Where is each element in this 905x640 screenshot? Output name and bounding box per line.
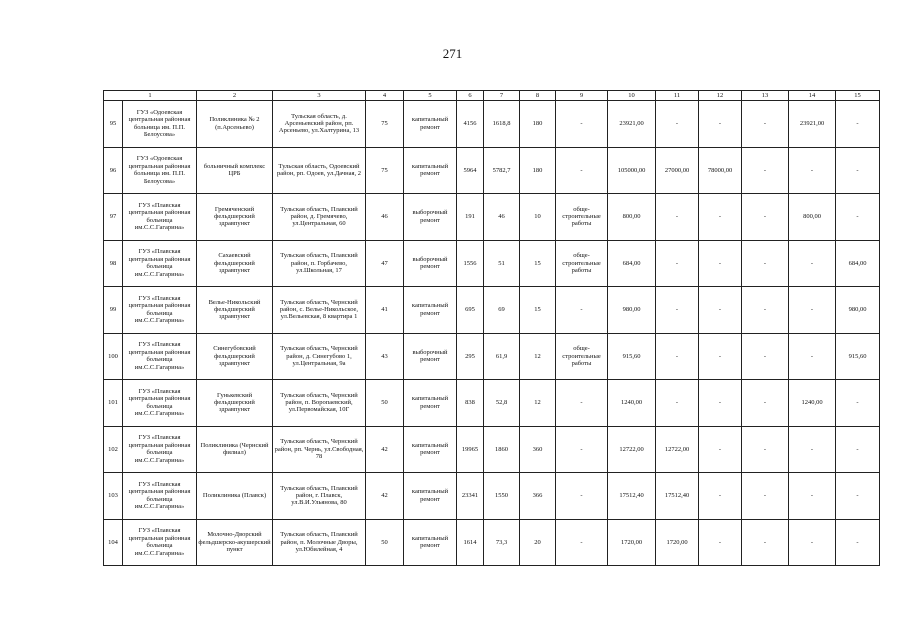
cell-total-cost: 980,00 (608, 287, 656, 334)
cell-work-type: - (556, 473, 608, 520)
column-header-12: 12 (699, 91, 742, 101)
column-header-14: 14 (789, 91, 836, 101)
cell-cost-col-13: - (742, 333, 789, 380)
cell-capacity: 180 (520, 147, 556, 194)
cell-cost-col-14: 800,00 (789, 194, 836, 241)
cell-capacity: 20 (520, 519, 556, 566)
cell-repair-type: капитальный ремонт (404, 101, 457, 148)
cell-cost-col-11: 17512,40 (656, 473, 699, 520)
cell-institution: ГУЗ «Плавская центральная районная больница им.С.С.Гагарина» (123, 333, 197, 380)
cell-wear-percent: 75 (366, 147, 404, 194)
cell-facility-name: Поликлиника (Плавск) (197, 473, 273, 520)
column-header-5: 5 (404, 91, 457, 101)
cell-cost-col-13: - (742, 147, 789, 194)
cell-address: Тульская область, Плавский район, п. Молочные Дворы, ул.Юбилейная, 4 (273, 519, 366, 566)
table-row (104, 380, 880, 427)
cell-facility-name: Поликлиника № 2 (п.Арсеньево) (197, 101, 273, 148)
column-header-6: 6 (457, 91, 484, 101)
cell-wear-percent: 47 (366, 240, 404, 287)
cell-facility-name: Молочно-Дворский фельдшерско-акушерский пункт (197, 519, 273, 566)
cell-facility-name: больничный комплекс ЦРБ (197, 147, 273, 194)
cell-wear-percent: 42 (366, 473, 404, 520)
table-row (104, 287, 880, 334)
cell-volume: 695 (457, 287, 484, 334)
cell-area: 51 (484, 240, 520, 287)
page-number: 271 (442, 46, 463, 61)
cell-work-type: - (556, 147, 608, 194)
cell-facility-name: Сахаевский фельдшерский здравпункт (197, 240, 273, 287)
cell-row-number: 102 (104, 426, 123, 473)
header-row (104, 91, 880, 101)
cell-cost-col-15: - (836, 194, 880, 241)
cell-cost-col-11: - (656, 287, 699, 334)
cell-capacity: 15 (520, 287, 556, 334)
cell-cost-col-14: - (789, 240, 836, 287)
cell-cost-col-13: - (742, 426, 789, 473)
column-header-9: 9 (556, 91, 608, 101)
table-row (104, 147, 880, 194)
cell-row-number: 98 (104, 240, 123, 287)
cell-area: 69 (484, 287, 520, 334)
cell-volume: 191 (457, 194, 484, 241)
cell-cost-col-14: 23921,00 (789, 101, 836, 148)
cell-cost-col-14: - (789, 147, 836, 194)
cell-volume: 838 (457, 380, 484, 427)
cell-facility-name: Синегубовский фельдшерский здравпункт (197, 333, 273, 380)
cell-work-type: - (556, 519, 608, 566)
table-row (104, 426, 880, 473)
column-header-7: 7 (484, 91, 520, 101)
cell-work-type: - (556, 380, 608, 427)
cell-volume: 5964 (457, 147, 484, 194)
column-header-8: 8 (520, 91, 556, 101)
cell-area: 5782,7 (484, 147, 520, 194)
cell-address: Тульская область, Одоевский район, рп. Одоев, ул.Дачная, 2 (273, 147, 366, 194)
cell-cost-col-14: - (789, 426, 836, 473)
cell-cost-col-15: - (836, 101, 880, 148)
cell-area: 73,3 (484, 519, 520, 566)
cell-cost-col-11: 27000,00 (656, 147, 699, 194)
cell-address: Тульская область, Чернский район, рп. Чернь, ул.Свободная, 78 (273, 426, 366, 473)
cell-row-number: 96 (104, 147, 123, 194)
cell-institution: ГУЗ «Плавская центральная районная больница им.С.С.Гагарина» (123, 240, 197, 287)
cell-wear-percent: 46 (366, 194, 404, 241)
cell-wear-percent: 50 (366, 519, 404, 566)
cell-total-cost: 915,60 (608, 333, 656, 380)
cell-cost-col-13: - (742, 194, 789, 241)
repair-register-table (103, 90, 880, 566)
cell-area: 1618,8 (484, 101, 520, 148)
cell-cost-col-14: - (789, 473, 836, 520)
cell-cost-col-12: - (699, 333, 742, 380)
cell-cost-col-12: - (699, 194, 742, 241)
cell-total-cost: 684,00 (608, 240, 656, 287)
cell-capacity: 12 (520, 380, 556, 427)
cell-volume: 19965 (457, 426, 484, 473)
cell-institution: ГУЗ «Плавская центральная районная больница им.С.С.Гагарина» (123, 287, 197, 334)
cell-capacity: 360 (520, 426, 556, 473)
cell-cost-col-12: - (699, 519, 742, 566)
cell-total-cost: 23921,00 (608, 101, 656, 148)
table-row (104, 519, 880, 566)
cell-cost-col-13: - (742, 101, 789, 148)
cell-repair-type: капитальный ремонт (404, 287, 457, 334)
cell-cost-col-12: - (699, 240, 742, 287)
cell-facility-name: Велье-Никольский фельдшерский здравпункт (197, 287, 273, 334)
cell-cost-col-13: - (742, 473, 789, 520)
table-row (104, 194, 880, 241)
column-header-10: 10 (608, 91, 656, 101)
cell-cost-col-15: - (836, 519, 880, 566)
cell-cost-col-14: 1240,00 (789, 380, 836, 427)
cell-volume: 23341 (457, 473, 484, 520)
cell-area: 1860 (484, 426, 520, 473)
cell-total-cost: 12722,00 (608, 426, 656, 473)
cell-facility-name: Поликлиника (Чернский филиал) (197, 426, 273, 473)
cell-work-type: обще-строительные работы (556, 333, 608, 380)
cell-cost-col-15: - (836, 147, 880, 194)
cell-volume: 4156 (457, 101, 484, 148)
cell-institution: ГУЗ «Плавская центральная районная больница им.С.С.Гагарина» (123, 473, 197, 520)
cell-repair-type: капитальный ремонт (404, 147, 457, 194)
cell-row-number: 97 (104, 194, 123, 241)
cell-cost-col-12: - (699, 473, 742, 520)
cell-capacity: 180 (520, 101, 556, 148)
cell-cost-col-12: - (699, 287, 742, 334)
cell-address: Тульская область, Чернский район, п. Воропаевский, ул.Первомайская, 10Г (273, 380, 366, 427)
cell-cost-col-11: 12722,00 (656, 426, 699, 473)
cell-repair-type: выборочный ремонт (404, 333, 457, 380)
cell-cost-col-11: - (656, 194, 699, 241)
cell-row-number: 104 (104, 519, 123, 566)
cell-cost-col-15: 684,00 (836, 240, 880, 287)
cell-volume: 295 (457, 333, 484, 380)
cell-cost-col-15: - (836, 380, 880, 427)
table-row (104, 240, 880, 287)
cell-cost-col-13: - (742, 380, 789, 427)
cell-repair-type: капитальный ремонт (404, 380, 457, 427)
cell-address: Тульская область, Плавский район, д. Гремячево, ул.Центральная, 60 (273, 194, 366, 241)
cell-institution: ГУЗ «Плавская центральная районная больница им.С.С.Гагарина» (123, 380, 197, 427)
cell-cost-col-14: - (789, 519, 836, 566)
cell-cost-col-11: - (656, 101, 699, 148)
cell-wear-percent: 42 (366, 426, 404, 473)
table-row (104, 473, 880, 520)
column-header-1: 1 (104, 91, 197, 101)
cell-cost-col-15: - (836, 426, 880, 473)
cell-institution: ГУЗ «Плавская центральная районная больница им.С.С.Гагарина» (123, 426, 197, 473)
cell-row-number: 95 (104, 101, 123, 148)
cell-capacity: 12 (520, 333, 556, 380)
column-header-15: 15 (836, 91, 880, 101)
cell-institution: ГУЗ «Одоевская центральная районная больница им. П.П. Белоусова» (123, 147, 197, 194)
cell-cost-col-12: - (699, 380, 742, 427)
cell-cost-col-13: - (742, 240, 789, 287)
cell-wear-percent: 75 (366, 101, 404, 148)
cell-capacity: 366 (520, 473, 556, 520)
cell-address: Тульская область, Плавский район, п. Горбачево, ул.Школьная, 17 (273, 240, 366, 287)
cell-cost-col-12: - (699, 426, 742, 473)
column-header-3: 3 (273, 91, 366, 101)
column-header-11: 11 (656, 91, 699, 101)
cell-cost-col-15: 915,60 (836, 333, 880, 380)
cell-institution: ГУЗ «Плавская центральная районная больница им.С.С.Гагарина» (123, 519, 197, 566)
cell-cost-col-13: - (742, 519, 789, 566)
cell-institution: ГУЗ «Плавская центральная районная больница им.С.С.Гагарина» (123, 194, 197, 241)
cell-cost-col-14: - (789, 333, 836, 380)
cell-cost-col-13: - (742, 287, 789, 334)
cell-work-type: - (556, 426, 608, 473)
cell-total-cost: 800,00 (608, 194, 656, 241)
cell-repair-type: капитальный ремонт (404, 426, 457, 473)
cell-cost-col-11: - (656, 380, 699, 427)
cell-repair-type: выборочный ремонт (404, 194, 457, 241)
cell-area: 46 (484, 194, 520, 241)
cell-address: Тульская область, д. Арсеньевский район, рп. Арсеньево, ул.Халтурина, 13 (273, 101, 366, 148)
cell-wear-percent: 43 (366, 333, 404, 380)
cell-volume: 1614 (457, 519, 484, 566)
cell-facility-name: Гремяченский фельдшерский здравпункт (197, 194, 273, 241)
cell-capacity: 10 (520, 194, 556, 241)
cell-cost-col-12: 78000,00 (699, 147, 742, 194)
cell-area: 61,9 (484, 333, 520, 380)
cell-cost-col-15: 980,00 (836, 287, 880, 334)
cell-cost-col-11: 1720,00 (656, 519, 699, 566)
cell-area: 1550 (484, 473, 520, 520)
cell-work-type: обще-строительные работы (556, 240, 608, 287)
cell-area: 52,8 (484, 380, 520, 427)
cell-repair-type: выборочный ремонт (404, 240, 457, 287)
cell-total-cost: 1720,00 (608, 519, 656, 566)
cell-volume: 1556 (457, 240, 484, 287)
cell-total-cost: 17512,40 (608, 473, 656, 520)
cell-row-number: 101 (104, 380, 123, 427)
cell-cost-col-12: - (699, 101, 742, 148)
cell-wear-percent: 41 (366, 287, 404, 334)
cell-wear-percent: 50 (366, 380, 404, 427)
cell-work-type: - (556, 101, 608, 148)
cell-address: Тульская область, Чернский район, д. Синегубово 1, ул.Центральная, 9а (273, 333, 366, 380)
cell-total-cost: 1240,00 (608, 380, 656, 427)
cell-institution: ГУЗ «Одоевская центральная районная больница им. П.П. Белоусова» (123, 101, 197, 148)
cell-capacity: 15 (520, 240, 556, 287)
column-header-4: 4 (366, 91, 404, 101)
cell-work-type: обще-строительные работы (556, 194, 608, 241)
cell-repair-type: капитальный ремонт (404, 473, 457, 520)
cell-total-cost: 105000,00 (608, 147, 656, 194)
cell-repair-type: капитальный ремонт (404, 519, 457, 566)
cell-row-number: 99 (104, 287, 123, 334)
cell-row-number: 103 (104, 473, 123, 520)
column-header-13: 13 (742, 91, 789, 101)
cell-cost-col-11: - (656, 240, 699, 287)
cell-work-type: - (556, 287, 608, 334)
table-row (104, 101, 880, 148)
table-body (104, 101, 880, 566)
column-header-2: 2 (197, 91, 273, 101)
cell-cost-col-15: - (836, 473, 880, 520)
cell-address: Тульская область, Чернский район, с. Велье-Никольское, ул.Вельевская, 8 квартира 1 (273, 287, 366, 334)
cell-address: Тульская область, Плавский район, г. Плавск, ул.В.И.Ульянова, 80 (273, 473, 366, 520)
table-row (104, 333, 880, 380)
cell-row-number: 100 (104, 333, 123, 380)
cell-cost-col-11: - (656, 333, 699, 380)
cell-cost-col-14: - (789, 287, 836, 334)
cell-facility-name: Гунькевский фельдшерский здравпункт (197, 380, 273, 427)
